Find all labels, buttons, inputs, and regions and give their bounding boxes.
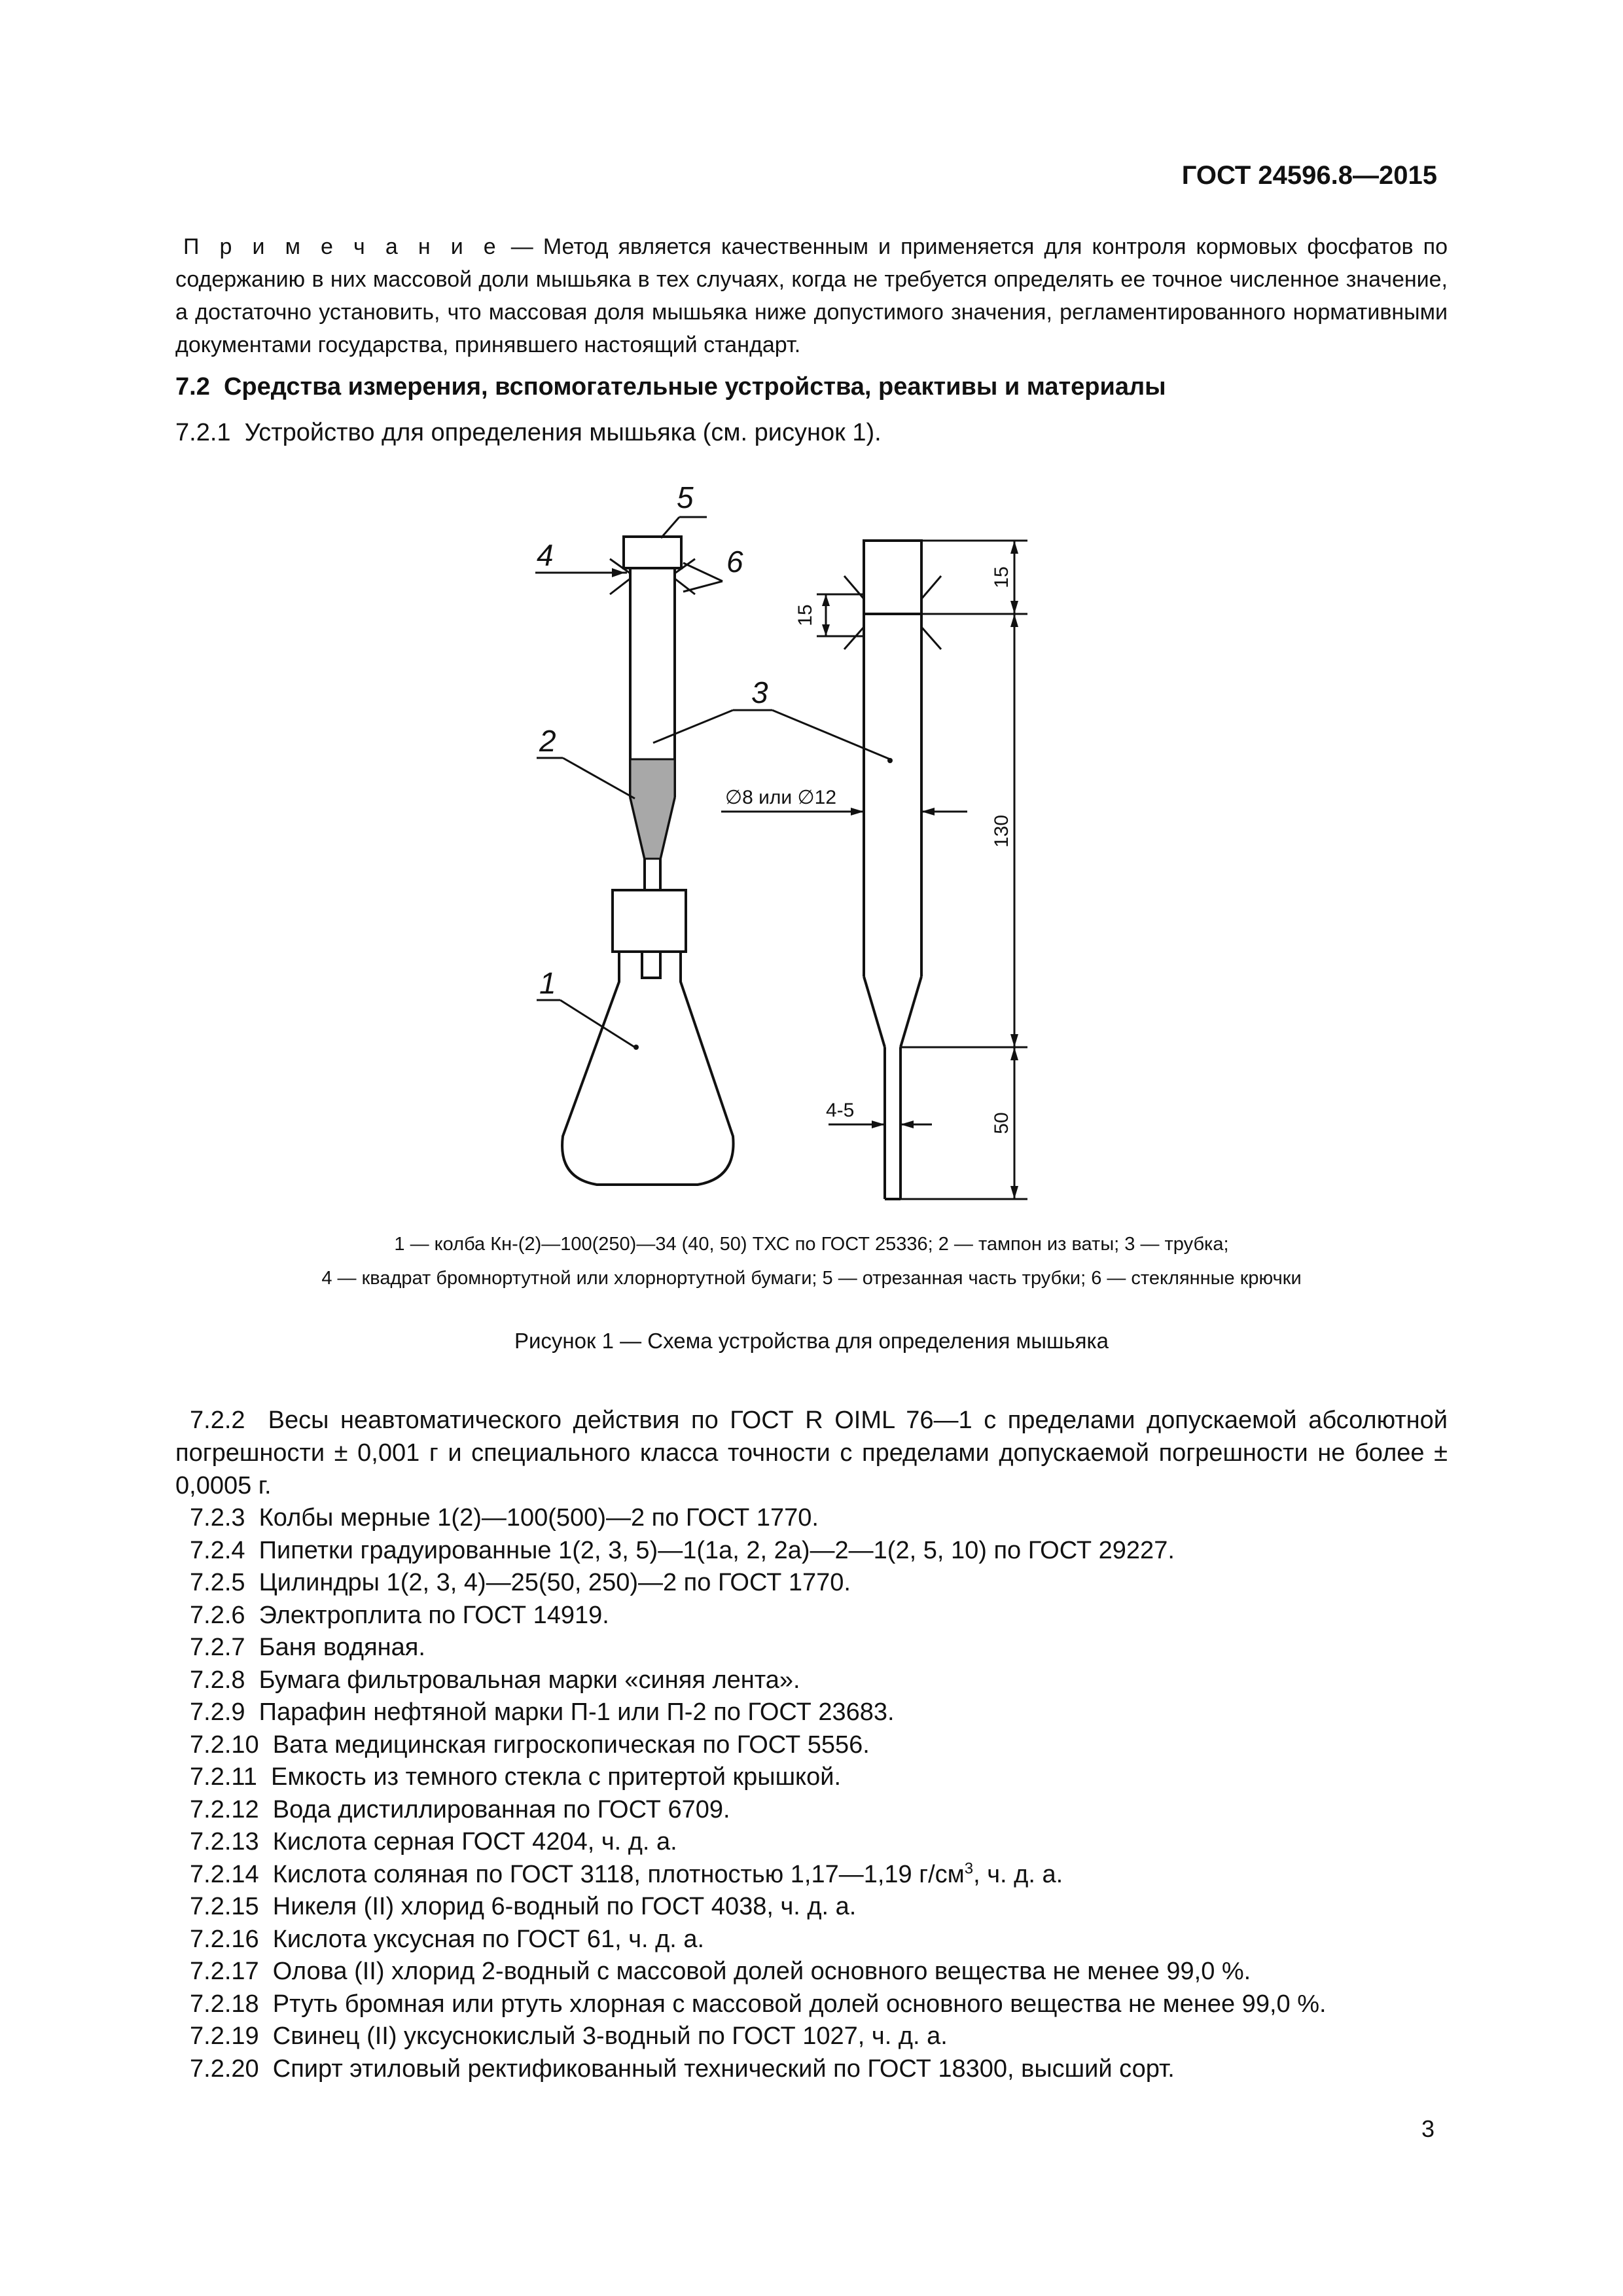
section-number: 7.2 [175,373,210,401]
label-5: 5 [677,480,694,514]
list-item [190,1794,1327,1827]
item-text: Олова (II) хлорид 2-водный с массовой долей основного вещества не менее 99,0 %. [272,1958,1251,1985]
item-text-tail: , ч. д. а. [973,1860,1063,1888]
figure-caption: Рисунок 1 — Схема устройства для определения мышьяка [514,1329,1109,1353]
item-number: 7.2.5 [190,1569,245,1596]
list-item [190,1600,1327,1632]
item-number: 7.2.4 [190,1536,245,1564]
section-title: Средства измерения, вспомогательные устройства, реактивы и материалы [223,373,1166,401]
item-number: 7.2.19 [190,2022,259,2050]
list-item [190,1924,1327,1956]
label-6: 6 [726,545,743,579]
cotton-plug [630,759,675,859]
item-text: Баня водяная. [259,1634,425,1661]
item-number: 7.2.13 [190,1828,259,1856]
dim-width: 4-5 [826,1100,855,1121]
item-text: Кислота соляная по ГОСТ 3118, плотностью 1,17—1,19 г/см [272,1860,965,1888]
item-number: 7.2.8 [190,1666,245,1694]
page-number: 3 [1421,2115,1435,2142]
list-item [190,1664,1327,1697]
item-number: 7.2.20 [190,2054,259,2083]
note-paragraph [175,230,1448,361]
item-number: 7.2.6 [190,1601,245,1629]
items-list [190,1502,1327,2085]
item-number: 7.2.9 [190,1698,245,1726]
item-number: 7.2.14 [190,1860,259,1888]
item-text: Бумага фильтровальная марки «синяя лента». [259,1666,800,1694]
section-heading [175,373,1166,401]
item-text: Электроплита по ГОСТ 14919. [259,1601,609,1629]
item-text: Свинец (II) уксуснокислый 3-водный по ГОСТ 1027, ч. д. а. [272,2022,948,2050]
dim-130: 130 [991,814,1012,848]
item-text: Кислота серная ГОСТ 4204, ч. д. а. [272,1828,677,1856]
figure-arsenic-device [497,471,1152,1204]
dim-15-left: 15 [794,604,816,626]
label-1: 1 [539,966,556,1000]
list-item [190,2053,1327,2086]
dim-15-right: 15 [991,566,1012,588]
list-item [190,1632,1327,1664]
item-7-2-1 [175,419,882,447]
item-number: 7.2.1 [175,419,231,446]
label-4: 4 [537,538,554,572]
list-item [190,1729,1327,1762]
item-text: Емкость из темного стекла с притертой крышкой. [270,1763,842,1791]
list-item [190,1826,1327,1859]
dim-diameter: ∅8 или ∅12 [725,787,837,808]
list-item [190,1988,1327,2021]
item-number: 7.2.2 [190,1407,245,1434]
list-item [190,1891,1327,1924]
list-item [190,1567,1327,1600]
item-text: Парафин нефтяной марки П-1 или П-2 по ГОСТ 23683. [259,1698,895,1726]
item-number: 7.2.17 [190,1958,259,1985]
list-item [190,2020,1327,2053]
item-number: 7.2.12 [190,1795,259,1823]
item-text: Вата медицинская гигроскопическая по ГОСТ 5556. [272,1731,870,1759]
document-id: ГОСТ 24596.8—2015 [1181,161,1437,190]
item-7-2-2 [175,1404,1448,1502]
item-text: Цилиндры 1(2, 3, 4)—25(50, 250)—2 по ГОСТ 1770. [259,1569,851,1596]
dim-50: 50 [991,1112,1012,1134]
label-2: 2 [539,724,556,758]
list-item [190,1696,1327,1729]
item-number: 7.2.10 [190,1731,259,1759]
list-item [190,1956,1327,1988]
item-number: 7.2.15 [190,1893,259,1920]
item-text: Спирт этиловый ректификованный технический по ГОСТ 18300, высший сорт. [272,2054,1175,2083]
list-item [190,1502,1327,1535]
item-text: Пипетки градуированные 1(2, 3, 5)—1(1а, 2, 2а)—2—1(2, 5, 10) по ГОСТ 29227. [259,1536,1175,1564]
item-number: 7.2.7 [190,1634,245,1661]
item-number: 7.2.11 [190,1763,257,1791]
item-text: Кислота уксусная по ГОСТ 61, ч. д. а. [272,1925,705,1953]
label-3: 3 [751,675,768,709]
figure-legend-line-2: 4 — квадрат бромнортутной или хлорнортутной бумаги; 5 — отрезанная часть трубки; 6 — стеклянные крючки [321,1268,1302,1289]
item-text: Вода дистиллированная по ГОСТ 6709. [272,1795,730,1823]
item-number: 7.2.3 [190,1504,245,1532]
note-text: — Метод является качественным и применяется для контроля кормовых фосфатов по содержанию в них массовой доли мышьяка в тех случаях, когда не требуется определять ее точное численное значение, а достаточно установить, что массовая доля мышьяка ниже допустимого значения, регламентированного нормативными документами государства, принявшего настоящий стандарт. [175,234,1448,357]
list-item [190,1859,1327,1892]
list-item [190,1761,1327,1794]
item-number: 7.2.16 [190,1925,259,1953]
item-text: Весы неавтоматического действия по ГОСТ R OIML 76—1 с пределами допускаемой абсолютной погрешности ± 0,001 г и специального класса точности с пределами допускаемой погрешности не более ± 0,0005 г. [175,1407,1448,1499]
item-number: 7.2.18 [190,1990,259,2018]
item-text: Ртуть бромная или ртуть хлорная с массовой долей основного вещества не менее 99,0 %. [272,1990,1327,2018]
note-label: П р и м е ч а н и е [183,234,501,259]
superscript: 3 [964,1859,974,1877]
item-text: Колбы мерные 1(2)—100(500)—2 по ГОСТ 1770. [259,1504,819,1532]
item-text: Устройство для определения мышьяка (см. рисунок 1). [244,419,882,446]
item-text: Никеля (II) хлорид 6-водный по ГОСТ 4038, ч. д. а. [272,1893,857,1920]
figure-legend-line-1: 1 — колба Кн-(2)—100(250)—34 (40, 50) ТХС по ГОСТ 25336; 2 — тампон из ваты; 3 — трубка; [394,1234,1229,1255]
list-item [190,1535,1327,1568]
